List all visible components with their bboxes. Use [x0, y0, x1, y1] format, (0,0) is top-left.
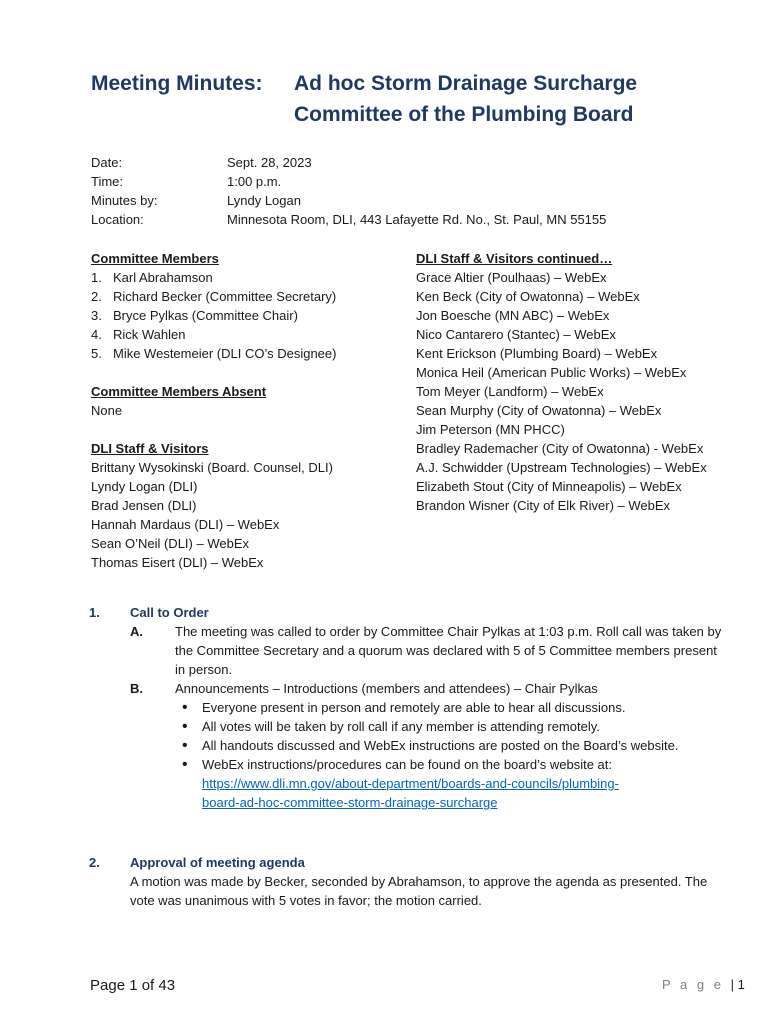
meeting-details	[91, 153, 606, 229]
subsection-text: The meeting was called to order by Committee Chair Pylkas at 1:03 p.m. Roll call was taken by the Committee Secretary and a quorum was declared with 5 of 5 Committee members present in person.	[175, 624, 722, 677]
page-footer-number	[662, 977, 745, 992]
staff-visitors-continued-heading: DLI Staff & Visitors continued…	[416, 251, 613, 266]
list-item: Grace Altier (Poulhaas) – WebEx	[416, 270, 607, 285]
list-item: • Everyone present in person and remotely are able to hear all discussions.	[180, 698, 700, 717]
list-item: Bradley Rademacher (City of Owatonna) - WebEx	[416, 441, 704, 456]
list-item: Thomas Eisert (DLI) – WebEx	[91, 555, 264, 570]
page-counter: Page 1 of 43	[90, 977, 176, 994]
webex-instructions-link[interactable]	[202, 774, 700, 812]
attendance-right-column	[416, 249, 736, 515]
link-line-2[interactable]: board-ad-hoc-committee-storm-drainage-surcharge	[202, 795, 498, 810]
meta-value: Sept. 28, 2023	[227, 155, 312, 170]
title-line-1: Ad hoc Storm Drainage Surcharge	[294, 72, 638, 95]
attendance-left-column	[91, 249, 401, 572]
section-heading: Call to Order	[130, 605, 209, 620]
list-item: 2. Richard Becker (Committee Secretary)	[91, 289, 337, 304]
meta-value: Minnesota Room, DLI, 443 Lafayette Rd. No., St. Paul, MN 55155	[227, 212, 607, 227]
list-item: Elizabeth Stout (City of Minneapolis) – WebEx	[416, 479, 682, 494]
list-item: 1. Karl Abrahamson	[91, 270, 213, 285]
bullet-text: WebEx instructions/procedures can be found on the board’s website at:	[202, 757, 612, 772]
list-item: Nico Cantarero (Stantec) – WebEx	[416, 327, 616, 342]
section-number: 1.	[89, 605, 100, 620]
section-number: 2.	[89, 855, 100, 870]
list-item: Hannah Mardaus (DLI) – WebEx	[91, 517, 280, 532]
subsection-letter: A.	[130, 624, 143, 639]
list-item: Sean O’Neil (DLI) – WebEx	[91, 536, 249, 551]
section-call-to-order	[89, 603, 729, 843]
section-approval-of-agenda	[89, 853, 729, 913]
meta-key: Date:	[91, 155, 123, 170]
list-item: • All handouts discussed and WebEx instructions are posted on the Board’s website.	[180, 736, 700, 755]
list-item: Lyndy Logan (DLI)	[91, 479, 198, 494]
list-item	[180, 755, 700, 812]
staff-visitors-heading: DLI Staff & Visitors	[91, 441, 209, 456]
members-absent-heading: Committee Members Absent	[91, 384, 267, 399]
list-item: Monica Heil (American Public Works) – WebEx	[416, 365, 687, 380]
subsection-text: Announcements – Introductions (members and attendees) – Chair Pylkas	[175, 681, 598, 696]
list-item: A.J. Schwidder (Upstream Technologies) – WebEx	[416, 460, 707, 475]
list-item: Sean Murphy (City of Owatonna) – WebEx	[416, 403, 662, 418]
meta-value: 1:00 p.m.	[227, 174, 282, 189]
meta-key: Location:	[91, 212, 144, 227]
page-number: | 1	[730, 977, 745, 992]
announcements-bullet-list	[180, 698, 700, 812]
meta-key: Minutes by:	[91, 193, 158, 208]
section-paragraph: A motion was made by Becker, seconded by Abrahamson, to approve the agenda as presented. The vote was unanimous with 5 votes in favor; the motion carried.	[130, 874, 708, 908]
list-item: Tom Meyer (Landform) – WebEx	[416, 384, 604, 399]
list-item: Kent Erickson (Plumbing Board) – WebEx	[416, 346, 658, 361]
meta-row-date	[91, 153, 606, 172]
list-item: 3. Bryce Pylkas (Committee Chair)	[91, 308, 298, 323]
meta-key: Time:	[91, 174, 124, 189]
list-item: Ken Beck (City of Owatonna) – WebEx	[416, 289, 640, 304]
list-item: Brandon Wisner (City of Elk River) – WebEx	[416, 498, 671, 513]
list-item: 4. Rick Wahlen	[91, 327, 186, 342]
page-label: P a g e	[662, 977, 724, 992]
title-line-2: Committee of the Plumbing Board	[294, 103, 634, 126]
committee-members-list	[91, 268, 401, 363]
meta-row-minutes-by	[91, 191, 606, 210]
committee-members-heading: Committee Members	[91, 251, 219, 266]
section-heading: Approval of meeting agenda	[130, 855, 305, 870]
list-item: Jim Peterson (MN PHCC)	[416, 422, 565, 437]
subsection-letter: B.	[130, 681, 143, 696]
list-item: Jon Boesche (MN ABC) – WebEx	[416, 308, 610, 323]
meta-value: Lyndy Logan	[227, 193, 301, 208]
list-item: 5. Mike Westemeier (DLI CO’s Designee)	[91, 346, 337, 361]
list-item: Brad Jensen (DLI)	[91, 498, 197, 513]
title-label: Meeting Minutes:	[91, 72, 263, 95]
meta-row-location	[91, 210, 606, 229]
link-line-1[interactable]: https://www.dli.mn.gov/about-department/boards-and-councils/plumbing-	[202, 776, 619, 791]
meta-row-time	[91, 172, 606, 191]
members-absent-value: None	[91, 403, 123, 418]
list-item: Brittany Wysokinski (Board. Counsel, DLI)	[91, 460, 333, 475]
list-item: • All votes will be taken by roll call if any member is attending remotely.	[180, 717, 700, 736]
